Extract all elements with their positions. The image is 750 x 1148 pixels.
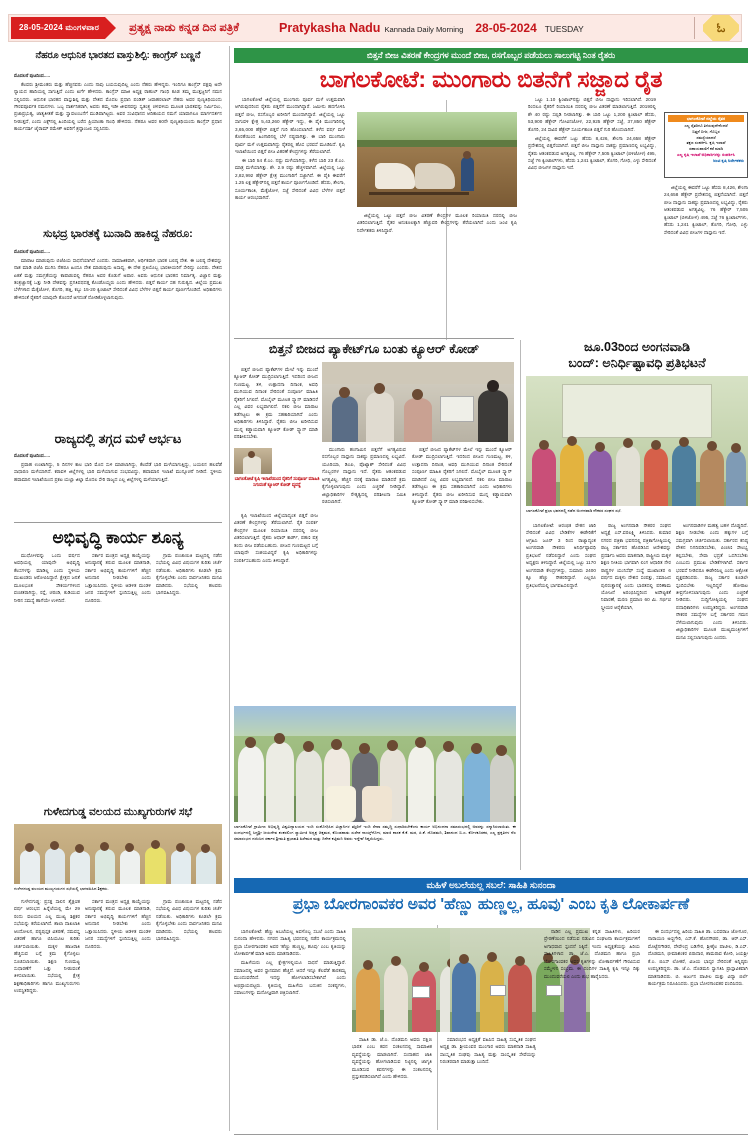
qr-story-inset-photo [234,448,272,474]
lead-paragraph-5: ಜಿಲ್ಲೆಯಲ್ಲಿ ಈವರೆಗೆ ಒಟ್ಟು ಹೆಸರು 8,426, ಶೇಂಗಾ 24,658 ಹೆಕ್ಟೇರ್ ಪ್ರದೇಶದಲ್ಲಿ ಬಿತ್ತನೆಯಾಗಿದೆ. ಬಿತ್ತನೆ ಬೀಜ ದಾಸ್ತಾನು ಸಾಕಷ್ಟು ಪ್ರಮಾಣದಲ್ಲಿ ಲಭ್ಯವಿದ್ದು, ರೈತರು ಆತಂಕಪಡುವ ಅಗತ್ಯವಿಲ್ಲ. 76 ಹೆಕ್ಟೇರ್ 7,505 ಕ್ವಿಂಟಾಲ್ (ಬಿಳಿಜೋಳ) 495, ಸಜ್ಜೆ 76 ಕ್ವಿಂಟಾಲ್‌ಗಳು, ಹೆಸರು 1,241 ಕ್ವಿಂಟಾಲ್, ತೊಗರಿ, ಗೋಧಿ, ಎಳ್ಳು ಸೇರಿದಂತೆ ವಿವಿಧ ಬೀಜಗಳ ದಾಸ್ತಾನು ಇದೆ. [528,135,656,171]
story-4-headline: ಅಭಿವೃದ್ಧಿ ಕಾರ್ಯ ಶೂನ್ಯ [52,528,184,547]
qr-story-text-2: ಮುಂಗಾರು ಹಂಗಾಮಿನ ಬಿತ್ತನೆಗೆ ಅಗತ್ಯವಿರುವ ರಸಗೊಬ್ಬರ ದಾಸ್ತಾನು ಸಾಕಷ್ಟು ಪ್ರಮಾಣದಲ್ಲಿ ಲಭ್ಯವಿದೆ. ಯೂರಿಯಾ, ಡಿಎಪಿ, ಪೊಟ್ಯಾಶ್ ಸೇರಿದಂತೆ ವಿವಿಧ ಗೊಬ್ಬರಗಳ ದಾಸ್ತಾನು ಇದೆ. ರೈತರು ಆತಂಕಪಡುವ ಅಗತ್ಯವಿಲ್ಲ. ಹೆಚ್ಚಿನ ದರಕ್ಕೆ ಮಾರಾಟ ಮಾಡಿದರೆ ಕ್ರಮ ಕೈಗೊಳ್ಳಲಾಗುವುದು ಎಂದು ಎಚ್ಚರಿಕೆ ನೀಡಿದ್ದಾರೆ. ಜಿಲ್ಲಾಧಿಕಾರಿಗಳ ನೇತೃತ್ವದಲ್ಲಿ ಪರಿಶೀಲನಾ ಸಮಿತಿ ರಚಿಸಲಾಗಿದೆ. [322,447,406,505]
qr-story-body-column-3 [412,446,512,712]
lead-paragraph-6: ಜಿಲ್ಲೆಯಲ್ಲಿ ಈವರೆಗೆ ಒಟ್ಟು ಹೆಸರು 8,426, ಶೇಂಗಾ 24,658 ಹೆಕ್ಟೇರ್ ಪ್ರದೇಶದಲ್ಲಿ ಬಿತ್ತನೆಯಾಗಿದೆ. ಬಿತ್ತನೆ ಬೀಜ ದಾಸ್ತಾನು ಸಾಕಷ್ಟು ಪ್ರಮಾಣದಲ್ಲಿ ಲಭ್ಯವಿದ್ದು, ರೈತರು ಆತಂಕಪಡುವ ಅಗತ್ಯವಿಲ್ಲ. 76 ಹೆಕ್ಟೇರ್ 7,505 ಕ್ವಿಂಟಾಲ್ (ಬಿಳಿಜೋಳ) 495, ಸಜ್ಜೆ 76 ಕ್ವಿಂಟಾಲ್‌ಗಳು, ಹೆಸರು 1,241 ಕ್ವಿಂಟಾಲ್, ತೊಗರಿ, ಗೋಧಿ, ಎಳ್ಳು ಸೇರಿದಂತೆ ವಿವಿಧ ಬೀಜಗಳ ದಾಸ್ತಾನು ಇದೆ. [664,185,748,235]
book-text-1b: ಮಹಿಳೆಯರು ಎಲ್ಲ ಕ್ಷೇತ್ರಗಳಲ್ಲಿಯೂ ಸಾಧನೆ ಮಾಡುತ್ತಿದ್ದಾರೆ. ಸಮಾಜದಲ್ಲಿ ಅವರ ಸ್ಥಾನಮಾನ ಹೆಚ್ಚಿದೆ. ಆದರೆ ಇನ್ನೂ ಕೆಲವೆಡೆ ತಾರತಮ್ಯ ಮುಂದುವರೆದಿದೆ. ಇದನ್ನು ಹೋಗಲಾಡಿಸಬೇಕಾಗಿದೆ ಎಂದು ಅಭಿಪ್ರಾಯಪಟ್ಟರು. ಕೃತಿಯಲ್ಲಿ ಮಹಿಳೆಯ ಬದುಕಿನ ಸಂಕಷ್ಟಗಳು, ಸವಾಲುಗಳನ್ನು ಮನೋಜ್ಞವಾಗಿ ಚಿತ್ರಿಸಲಾಗಿದೆ. [234,960,346,995]
book-body-column-3 [440,1036,536,1132]
story-5-photo-caption: ಗುಳೇದಗುಡ್ಡ ವಲಯದ ಮುಖ್ಯಗುರುಗಳ ಸಭೆಯಲ್ಲಿ ಭಾಗವಹಿಸಿದ ಶಿಕ್ಷಕರು. [14,886,109,891]
lead-paragraph-4: ಒಟ್ಟು 1.10 ಕ್ವಿಂಟಾಲ್‌ನಷ್ಟು ಬಿತ್ತನೆ ಬೀಜ ದಾಸ್ತಾನು ಇರಿಸಲಾಗಿದೆ. 2019 ರಿಂದಲೂ ರೈತರಿಗೆ ರಿಯಾಯಿತಿ ದರದಲ್ಲಿ ಬೀಜ ವಿತರಣೆ ಮಾಡಲಾಗುತ್ತಿದೆ. 2019ರಲ್ಲಿ ಶೇ 40 ರಷ್ಟು ಸಬ್ಸಿಡಿ ನೀಡಲಾಗಿತ್ತು. ಈ ಬಾರಿ ಒಟ್ಟು 1,200 ಕ್ವಿಂಟಾಲ್ ಹೆಸರು, 53,900 ಹೆಕ್ಟೇರ್ ಗೋವಿನಜೋಳ, 22,925 ಹೆಕ್ಟೇರ್ ಸಜ್ಜೆ, 37,850 ಹೆಕ್ಟೇರ್ ತೊಗರಿ, 24 ಸಾವಿರ ಹೆಕ್ಟೇರ್ ಸೂರ್ಯಕಾಂತಿ ಬಿತ್ತನೆ ಗುರಿ ಹೊಂದಲಾಗಿದೆ. [528,97,656,132]
notice-strip-title: ಭಾಗಲಕೋಟೆ ಜಿಲ್ಲೆಯ ರೈತರ [668,115,744,122]
lead-body-column-1 [235,96,345,336]
lead-paragraph-3: ಜಿಲ್ಲೆಯಲ್ಲಿ ಒಟ್ಟು ಬಿತ್ತನೆ ಬೀಜ ವಿತರಣೆ ಕೇಂದ್ರಗಳ ಮೂಲಕ ರಿಯಾಯಿತಿ ದರದಲ್ಲಿ ಬೀಜ ವಿತರಿಸಲಾಗುತ್ತಿದೆ. ರೈತರ ಅನುಕೂಲಕ್ಕಾಗಿ ಹೆಚ್ಚುವರಿ ಕೇಂದ್ರಗಳನ್ನು ತೆರೆಯಲಾಗಿದೆ ಎಂದು ಜಂಟಿ ಕೃಷಿ ನಿರ್ದೇಶಕರು ತಿಳಿಸಿದ್ದಾರೆ. [357,213,517,233]
notice-line-4: ತಕ್ಷಣ ಸಂಪರ್ಕಿಸಿ. ಕೃಷಿ ಇಲಾಖೆ [686,140,726,146]
qr-story-top-rule [234,338,514,339]
notice-line-1: ಎಲ್ಲ ರೈತರಿಗೂ ತಿಳಿಸುವುದೇನೆಂದರೆ [684,123,728,128]
qr-story-text-1b: ಕೃಷಿ ಇಲಾಖೆಯಿಂದ ಜಿಲ್ಲೆಯಾದ್ಯಂತ ಬಿತ್ತನೆ ಬೀಜ ವಿತರಣೆ ಕೇಂದ್ರಗಳನ್ನು ತೆರೆಯಲಾಗಿದೆ. ರೈತ ಸಂಪರ್ಕ ಕೇಂದ್ರಗಳ ಮೂಲಕ ರಿಯಾಯಿತಿ ದರದಲ್ಲಿ ಬೀಜ ವಿತರಿಸಲಾಗುತ್ತಿದೆ. ರೈತರು ಆಧಾರ್ ಕಾರ್ಡ್, ಪಹಣಿ ಪತ್ರ ತಂದು ಬೀಜ ಪಡೆಯಬಹುದು. ಬೀಜದ ಗುಣಮಟ್ಟದ ಬಗ್ಗೆ ಯಾವುದೇ ಸಂಶಯವಿದ್ದರೆ ಕೃಷಿ ಅಧಿಕಾರಿಗಳನ್ನು ಸಂಪರ್ಕಿಸಬಹುದು ಎಂದು ತಿಳಿಸಿದ್ದಾರೆ. [234,513,318,563]
story-4-body-column-3 [156,552,222,802]
anganwadi-body-column-2 [601,522,671,862]
anganwadi-headline-line-2: ಬಂದ್: ಅನಿರ್ಧಿಷ್ಟಾವಧಿ ಪ್ರತಿಭಟನೆ [568,356,706,370]
lead-body-column-2 [357,212,517,336]
page-bottom-rule [234,1134,748,1135]
masthead-date-flag: 28-05-2024 ಮಂಗಳವಾರ [11,17,105,39]
notice-line-3: ಸಮಸ್ಯೆಯಾದರೆ [696,134,716,140]
story-3-headline: ರಾಜ್ಯದಲ್ಲಿ ತಗ್ಗದ ಮಳೆ ಆರ್ಭಟ [54,431,182,446]
qr-story-red-tag: ಬಾಗಲಕೋಟೆ ಕೃಷಿ ಇಲಾಖೆಯಿಂದ ರೈತರಿಗೆ ಸಂಪೂರ್ಣ ಮಾಹಿತಿ ಸಿಗುವಂತೆ ಕ್ಯೂಆರ್ ಕೋಡ್ ವ್ಯವಸ್ಥೆ [234,476,320,488]
book-body-column-1 [234,928,346,1128]
lead-paragraph-2: ಈ ಬಾರಿ 54 ಕೆ.ಎಂ. ನಷ್ಟು ಮಳೆಯಾಗಿದ್ದು, ಕಳೆದ ಬಾರಿ 23 ಕೆ.ಎಂ. ಮಾತ್ರ ಮಳೆಯಾಗಿತ್ತು. ಶೇ. 2.9 ರಷ್ಟು ಹೆಚ್ಚಳವಾಗಿದೆ. ಜಿಲ್ಲೆಯಲ್ಲಿ ಒಟ್ಟು 2,82,992 ಹೆಕ್ಟೇರ್ ಕ್ಷೇತ್ರ ಮುಂಗಾರಿಗೆ ಸಜ್ಜಾಗಿದೆ. ಈ ಪೈಕಿ ಈವರೆಗೆ 1.25 ಲಕ್ಷ ಹೆಕ್ಟೇರ್‌ನಲ್ಲಿ ಬಿತ್ತನೆ ಕಾರ್ಯ ಪೂರ್ಣಗೊಂಡಿದೆ. ಹೆಸರು, ಶೇಂಗಾ, ಸೂರ್ಯಕಾಂತಿ, ಮೆಕ್ಕೆಜೋಳ, ಸಜ್ಜೆ ಸೇರಿದಂತೆ ವಿವಿಧ ಬೆಳೆಗಳ ಬಿತ್ತನೆ ಕಾರ್ಯ ಆರಂಭವಾಗಿದೆ. [235,158,345,201]
book-text-3b: ಈ ಸಂದರ್ಭದಲ್ಲಿ ಹಿರಿಯ ಸಾಹಿತಿ ಡಾ. ಬಸವರಾಜ ಜೋಗೂರ, ನಾರಾಯಣ ಅಣ್ಣಿಗೇರಿ, ಎಸ್.ಕೆ. ಹೊನಗೌಡರ, ಡಾ. ಆರ್.ಎಸ್. ಮೊಟ್ಟೆನಗೌಡರ, ದೇವೇಂದ್ರ ಬಡಿಗೇರ, ಶ್ರೀಶೈಲ ಪಾಟೀಲ, ಡಿ.ಎಸ್. ದೊಡಮನಿ, ಭೀಮಾಶಂಕರ ಬಿರಾದಾರ, ಶಾಮರಾವ ಕೋರಿ, ಜಯಶ್ರೀ ಕೆ.ಎ. ಬಿಎಸ್ ಲೋಕರೆ, ವಿಜಯ ಭಾಸ್ಕರ ಸೇರಿದಂತೆ ಅನ್ನಿಷ್ಠರು ಉಪಸ್ಥಿತರಿದ್ದರು. ಡಾ. ಜೆ.ಎ. ದೊಡಮನಿ ಸ್ವಾಗತಿಸಿ ಪ್ರಾಸ್ತಾವಿಕವಾಗಿ ಮಾತನಾಡಿದರು. ಬಿ. ಅರ್ಜುನ ಪಾಟೀಲ ಮತ್ತು ವಿದ್ಯಾ ಬಿರ್ಲೆ ಕಾರ್ಯಕ್ರಮ ನಿರೂಪಿಸಿದರು. ಪ್ರಭಾ ಬೋರಗಾಂವಕರ ವಂದಿಸಿದರು. [648,929,748,987]
qr-story-text-3: ಬಿತ್ತನೆ ಬೀಜದ ಪ್ಯಾಕೆಟ್‌ಗಳ ಮೇಲೆ ಇನ್ನು ಮುಂದೆ ಕ್ಯೂಆರ್ ಕೋಡ್ ಮುದ್ರಿಸಲಾಗುತ್ತಿದೆ. ಇದರಿಂದ ಬೀಜದ ಗುಣಮಟ್ಟ, ತಳಿ, ಉತ್ಪಾದನಾ ದಿನಾಂಕ, ಅವಧಿ ಮುಗಿಯುವ ದಿನಾಂಕ ಸೇರಿದಂತೆ ಸಂಪೂರ್ಣ ಮಾಹಿತಿ ರೈತರಿಗೆ ಸಿಗಲಿದೆ. ಮೊಬೈಲ್ ಮೂಲಕ ಸ್ಕ್ಯಾನ್ ಮಾಡಿದರೆ ಎಲ್ಲ ವಿವರ ಲಭ್ಯವಾಗಲಿದೆ. ನಕಲಿ ಬೀಜ ಮಾರಾಟ ತಡೆಗಟ್ಟಲು ಈ ಕ್ರಮ ಸಹಕಾರಿಯಾಗಿದೆ ಎಂದು ಅಧಿಕಾರಿಗಳು ತಿಳಿಸಿದ್ದಾರೆ. ರೈತರು ಬೀಜ ಖರೀದಿಸುವ ಮುನ್ನ ಕಡ್ಡಾಯವಾಗಿ ಕ್ಯೂಆರ್ ಕೋಡ್ ಸ್ಕ್ಯಾನ್ ಮಾಡಿ ಪರಿಶೀಲಿಸಬೇಕು. [412,447,512,505]
lead-story-banner: ಬಿತ್ತನೆ ಬೀಜ ವಿತರಣೆ ಕೇಂದ್ರಗಳ ಮುಂದೆ ಬೀಜ, ರಸಗೊಬ್ಬರ ಪಡೆಯಲು ಸಾಲುಗಟ್ಟಿ ನಿಂತ ರೈತರು [234,48,748,63]
qr-story-text-1a: ಬಿತ್ತನೆ ಬೀಜದ ಪ್ಯಾಕೆಟ್‌ಗಳ ಮೇಲೆ ಇನ್ನು ಮುಂದೆ ಕ್ಯೂಆರ್ ಕೋಡ್ ಮುದ್ರಿಸಲಾಗುತ್ತಿದೆ. ಇದರಿಂದ ಬೀಜದ ಗುಣಮಟ್ಟ, ತಳಿ, ಉತ್ಪಾದನಾ ದಿನಾಂಕ, ಅವಧಿ ಮುಗಿಯುವ ದಿನಾಂಕ ಸೇರಿದಂತೆ ಸಂಪೂರ್ಣ ಮಾಹಿತಿ ರೈತರಿಗೆ ಸಿಗಲಿದೆ. ಮೊಬೈಲ್ ಮೂಲಕ ಸ್ಕ್ಯಾನ್ ಮಾಡಿದರೆ ಎಲ್ಲ ವಿವರ ಲಭ್ಯವಾಗಲಿದೆ. ನಕಲಿ ಬೀಜ ಮಾರಾಟ ತಡೆಗಟ್ಟಲು ಈ ಕ್ರಮ ಸಹಕಾರಿಯಾಗಿದೆ ಎಂದು ಅಧಿಕಾರಿಗಳು ತಿಳಿಸಿದ್ದಾರೆ. ರೈತರು ಬೀಜ ಖರೀದಿಸುವ ಮುನ್ನ ಕಡ್ಡಾಯವಾಗಿ ಕ್ಯೂಆರ್ ಕೋಡ್ ಸ್ಕ್ಯಾನ್ ಮಾಡಿ ಪರಿಶೀಲಿಸಬೇಕು. [234,367,318,439]
story-3-text: ಪ್ರವಾಹ ಉಂಟಾಗಿದ್ದು, 5 ದಿನಗಳ ಕಾಲ ಭಾರಿ ಮೊದ ಸುಳಿ ಮಾಡಲಾಗಿದ್ದು, ಕೆಲವೆಡೆ ಭಾರಿ ಮಳೆಯಾಗುತ್ತಿದ್ದು, ಬಯಲಿನ ಹಲವೆಡೆ ಸಾಧಾರಣ ಮಳೆಯಾಗಿದೆ. ಕರಾವಳಿ ಜಿಲ್ಲೆಗಳಲ್ಲಿ ಭಾರಿ ಮಳೆಯಾಗುವ ಸಂಭವವಿದ್ದು, ಹವಾಮಾನ ಇಲಾಖೆ ಮುನ್ಸೂಚನೆ ನೀಡಿದೆ. ಸ್ಥಳೀಯ ಹವಾಮಾನ ಇಲಾಖೆಯಿಂದ ಪ್ರಕಟ ಯಲ್ಲಾ ಜಿಲ್ಲಾ ಮೊದಲ ಸೇರಿ ರಾಜ್ಯದ ಎಲ್ಲ ಜಿಲ್ಲೆಗಳಲ್ಲಿ ಮಳೆಯಾಗುತ್ತಿದೆ. [14,461,222,482]
masthead-english-block [279,21,584,35]
column-rule-3 [520,340,521,870]
story-1-continuation: ಮೊದಲನೆ ಪುಟದಿಂದ..... [14,73,51,78]
story-5-body-column-2 [85,898,151,1134]
masthead-english-date: 28-05-2024 [475,21,537,35]
notice-signature: ಜಂಟಿ ಕೃಷಿ ನಿರ್ದೇಶಕರು [713,157,744,163]
book-text-2: ಸಾಹಿತಿ ಡಾ. ಜೆ.ಎ. ದೊಡಮನಿ ಅವರು ದಕ್ಷಿಣ ಭಾರತ ಎಂಬ ಕವನ ಸಂಕಲನದಲ್ಲಿ ಸಾಮಾಜಿಕ ವ್ಯವಸ್ಥೆಯನ್ನು ಮಾಡಲಾಗಿದೆ. ಸಂದಾಹದ ಜಾತಿ ವ್ಯವಸ್ಥೆಯನ್ನು ಹೋಗಲಾಡಿಸುವ ನಿಟ್ಟಿನಲ್ಲಿ ಜಾಗೃತಿ ಮೂಡಿಸುವ ಕವನಗಳನ್ನು ಈ ಸಂಕಲನದಲ್ಲಿ ಪ್ರಸ್ತುತಪಡಿಸಲಾಗಿದೆ ಎಂದು ಹೇಳಿದರು. [352,1037,432,1080]
book-body-column-2 [352,1036,432,1132]
story-4-text-2: ಸರ್ಕಾರ ಮಂತ್ರದ ಅಧ್ಯಕ್ಷ ಕಾಯ್ದೆಯನ್ನು ಅನುಷ್ಠಾನಕ್ಕೆ ತರುವ ಮೂಲಕ ಮಾತನಾಡಿ, ಸರ್ಕಾರ ಅಭಿವೃದ್ಧಿ ಕಾರ್ಯಗಳಿಗೆ ಹೆಚ್ಚಿನ ಅನುದಾನ ನೀಡಬೇಕು ಎಂದು ಒತ್ತಾಯಿಸಿದರು. ಸ್ಥಳೀಯ ಆಡಳಿತ ಮಂಡಳಿ ಜನರ ಸಮಸ್ಯೆಗಳಿಗೆ ಸ್ಪಂದಿಸುತ್ತಿಲ್ಲ ಎಂದು ದೂರಿದರು. [85,553,151,603]
anganwadi-body-column-3 [676,522,748,862]
publication-logo-icon: ಓ [703,15,739,41]
book-body-column-5 [648,928,748,1132]
story-5-body-column-3 [156,898,222,1134]
book-text-2b: ಸಮಾರಂಭದ ಅಧ್ಯಕ್ಷತೆ ವಹಿಸಿದ ಸಾಹಿತ್ಯ ಸಂಸ್ಕೃತಿಕ ಸಂಘದ ಅಧ್ಯಕ್ಷ ಡಾ. ಶ್ರೀಯಂವರ ಮುಂಗಾರ ಅವರು ಮಾತನಾಡಿ ಸಾಹಿತ್ಯ ಸಾಂಸ್ಕೃತಿಕ ಸಂಘವು ಸಾಹಿತ್ಯ ಮತ್ತು ಸಾಂಸ್ಕೃತಿಕ ಸೇವೆಯನ್ನು ನಿರಂತರವಾಗಿ ಮಾಡುತ್ತಾ ಬಂದಿದೆ. [440,1037,536,1065]
story-4-body-column-2 [85,552,151,802]
story-2-continuation: ಮೊದಲನೆ ಪುಟದಿಂದ..... [14,249,51,254]
anganwadi-headline-line-1: ಜೂ.03ರಿಂದ ಅಂಗನವಾಡಿ [583,340,691,354]
qr-story-body-column-1a [234,366,318,446]
anganwadi-text-3: ಅಂಗನವಾಡಿಗಳ ಮಹತ್ವ ಬಹಳ ದೊಡ್ಡದಿದೆ. ಶಿಕ್ಷಣ ನೀಡಬೇಕು ಎಂದು ಹಕ್ಕುಗಳ ಬಗ್ಗೆ ಸಮಗ್ರವಾಗಿ ಚರ್ಚಿಸಲಾಯಿತು. ಸರ್ಕಾರದ ಕನಿಷ್ಠ ವೇತನ ನಿಗದಿಪಡಿಸಬೇಕು, ಪಿಂಚಣಿ ಸೌಲಭ್ಯ ಕಲ್ಪಿಸಬೇಕು, ಸೇವಾ ಭದ್ರತೆ ಒದಗಿಸಬೇಕು ಎಂಬುದು ಪ್ರಮುಖ ಬೇಡಿಕೆಗಳಾಗಿವೆ. ಸರ್ಕಾರ ಭರವಸೆ ನೀಡಿದರೂ ಈಡೇರಿಸಿಲ್ಲ ಎಂದು ಆಕ್ರೋಶ ವ್ಯಕ್ತಪಡಿಸಿದರು. ರಾಜ್ಯ ಸರ್ಕಾರ ಕೂಡಲೇ ಸ್ಪಂದಿಸಬೇಕು ಇಲ್ಲದಿದ್ದರೆ ಹೋರಾಟ ತೀವ್ರಗೊಳಿಸಲಾಗುವುದು ಎಂದು ಎಚ್ಚರಿಕೆ ನೀಡಿದರು. ಸುದ್ದಿಗೋಷ್ಠಿಯಲ್ಲಿ ಸಂಘದ ಪದಾಧಿಕಾರಿಗಳು ಉಪಸ್ಥಿತರಿದ್ದರು. ಅಂಗನವಾಡಿ ನೌಕರರ ಸಮಸ್ಯೆಗಳ ಬಗ್ಗೆ ಸರ್ಕಾರದ ಗಮನ ಸೆಳೆಯಲಾಗುವುದು ಎಂದು ತಿಳಿಸಿದರು. ಜಿಲ್ಲಾಧಿಕಾರಿಗಳ ಮೂಲಕ ಮುಖ್ಯಮಂತ್ರಿಗಳಿಗೆ ಮನವಿ ಸಲ್ಲಿಸಲಾಗುವುದು ಎಂದರು. [676,523,748,640]
anganwadi-photo [526,376,748,506]
story-5-headline: ಗುಳೇದಗುಡ್ಡ ವಲಯದ ಮುಖ್ಯಗುರುಗಳ ಸಭೆ [43,806,193,818]
story-4-text-3: ಗ್ರಾಮ ಪಂಚಾಯಿತಿ ಮಟ್ಟದಲ್ಲಿ ನಡೆದ ಸಭೆಯಲ್ಲಿ ವಿವಿಧ ವಿಷಯಗಳ ಕುರಿತು ಚರ್ಚೆ ನಡೆಯಿತು. ಅಧಿಕಾರಿಗಳು ಕೂಡಲೇ ಕ್ರಮ ಕೈಗೊಳ್ಳಬೇಕು ಎಂದು ಸಾರ್ವಜನಿಕರು ಮನವಿ ಮಾಡಿದರು. ಸಭೆಯಲ್ಲಿ ಹಲವರು ಭಾಗವಹಿಸಿದ್ದರು. [156,553,222,596]
lead-body-column-3 [528,96,656,336]
notice-line-5: ಸಹಾಯವಾಣಿಗೆ ಕರೆ ಮಾಡಿ [689,146,723,152]
anganwadi-text-2: ರಾಜ್ಯ ಅಂಗನವಾಡಿ ನೌಕರರ ಸಂಘದ ಅಧ್ಯಕ್ಷೆ ಎಸ್.ವರಲಕ್ಷ್ಮಿ ತಿಳಿಸಿದರು. ಕುಮಾರ ನಗರದ ಪತ್ರಿಕಾ ಭವನದಲ್ಲಿ ಪತ್ರಿಕಾಗೋಷ್ಠಿಯಲ್ಲಿ ರಾಜ್ಯ ಸರ್ಕಾರದ ಹೊರಡಿಸಿದ ಆದೇಶವನ್ನು ಪ್ರದರ್ಶಿಸಿ ಅವರು ಮಾತನಾಡಿ, ರಾಷ್ಟ್ರೀಯ ಮಕ್ಕಳ ಶಿಕ್ಷಣ ನೀತಿಯ ಭಾಗವಾಗಿ ಲಿಂಗ ಆಧಾರಿತ ನೇರ ರಾಷ್ಟ್ರಗಳ ಯುನಿಸೆಫ್ ಸಂಸ್ಥೆ ಮುಖಾಂತರ 6 ವರ್ಷದ ಮಕ್ಕಳು ದೇಶದ ಸಂಪತ್ತು, ಸಮಾಜದ ಪುನರುತ್ಥಾನಕ್ಕೆ ಎಂದು ಭಾರತದಲ್ಲಿ ಪರಿಣಾಮ ಯೋಜನೆ ಅರಂಭಿಸಿದ್ದರಿಂದ ಅಪೌಷ್ಟಿಕತೆ ನಿವಾರಣೆ, ಮರಣ ಪ್ರಮಾಣ 60 ಮಿ. ಗರ್ಭಿಣಿ ಸ್ತ್ರೀಯರ ಆರೈಕೆಯಾಗಿ, [601,523,671,610]
anganwadi-body-column-1 [526,522,596,862]
book-text-1: ಬಾಗಲಕೋಟೆ: ಹೆಣ್ಣು ಅಬಲೆಯಲ್ಲ ಅವಳೊಬ್ಬ ಸಬಲೆ ಎಂದು ಸಾಹಿತಿ ಸುನಂದಾ ಹೇಳಿದರು. ನಗರದ ಸಾಹಿತ್ಯ ಭವನದಲ್ಲಿ ನಡೆದ ಕಾರ್ಯಕ್ರಮದಲ್ಲಿ ಪ್ರಭಾ ಬೋರಗಾಂವಕರ ಅವರ 'ಹೆಣ್ಣು ಹುಣ್ಣಲ್ಲ, ಹೂವು' ಎಂಬ ಕೃತಿಯನ್ನು ಲೋಕಾರ್ಪಣೆ ಮಾಡಿ ಅವರು ಮಾತನಾಡಿದರು. [234,929,346,957]
masthead-kannada-title: ಪ್ರತ್ಯಕ್ಷ ನಾಡು ಕನ್ನಡ ದಿನ ಪತ್ರಿಕೆ [129,21,239,34]
column-rule-1 [229,46,230,1131]
anganwadi-photo-caption: ಬಾಗಲಕೋಟೆ ಪ್ರಭಾ ಭವನದಲ್ಲಿ ನಡೆದ ಅಂಗನವಾಡಿ ನೌಕರರ ಸಂಘದ ಸಭೆ. [526,508,622,513]
lead-paragraph-1: ಬಾಗಲಕೋಟೆ ಜಿಲ್ಲೆಯಲ್ಲಿ ಮುಂಗಾರು ಪೂರ್ವ ಮಳೆ ಉತ್ತಮವಾಗಿ ಆಗಿರುವುದರಿಂದ ರೈತರು ಬಿತ್ತನೆಗೆ ಮುಂದಾಗಿದ್ದಾರೆ. ಜಮೀನು ಹದಗೊಳಿಸಿ ಬಿತ್ತನೆ ಬೀಜ, ರಸಗೊಬ್ಬರ ಖರೀದಿಗೆ ಮುಂದಾಗಿದ್ದಾರೆ. ಜಿಲ್ಲೆಯಲ್ಲಿ ಒಟ್ಟು ಸಾಗುವಳಿ ಕ್ಷೇತ್ರ 5,43,260 ಹೆಕ್ಟೇರ್ ಇದ್ದು, ಈ ಪೈಕಿ ಮುಂಗಾರಿನಲ್ಲಿ 3,65,000 ಹೆಕ್ಟೇರ್ ಬಿತ್ತನೆ ಗುರಿ ಹೊಂದಲಾಗಿದೆ. ಕಳೆದ ವರ್ಷ ಮಳೆ ಕೊರತೆಯಿಂದ ಹಿಂಗಾರಿನಲ್ಲಿ ಬೆಳೆ ನಷ್ಟವಾಗಿತ್ತು. ಈ ಬಾರಿ ಮುಂಗಾರು ಪೂರ್ವ ಮಳೆ ಉತ್ತಮವಾಗಿದ್ದು ರೈತರಲ್ಲಿ ಹೊಸ ಭರವಸೆ ಮೂಡಿಸಿದೆ. ಕೃಷಿ ಇಲಾಖೆಯಿಂದ ಬಿತ್ತನೆ ಬೀಜ ವಿತರಣೆ ಕೇಂದ್ರಗಳನ್ನು ತೆರೆಯಲಾಗಿದೆ. [235,97,345,155]
story-5-text-3: ಗ್ರಾಮ ಪಂಚಾಯಿತಿ ಮಟ್ಟದಲ್ಲಿ ನಡೆದ ಸಭೆಯಲ್ಲಿ ವಿವಿಧ ವಿಷಯಗಳ ಕುರಿತು ಚರ್ಚೆ ನಡೆಯಿತು. ಅಧಿಕಾರಿಗಳು ಕೂಡಲೇ ಕ್ರಮ ಕೈಗೊಳ್ಳಬೇಕು ಎಂದು ಸಾರ್ವಜನಿಕರು ಮನವಿ ಮಾಡಿದರು. ಸಭೆಯಲ್ಲಿ ಹಲವರು ಭಾಗವಹಿಸಿದ್ದರು. [156,899,222,942]
story-3-continuation: ಮೊದಲನೆ ಪುಟದಿಂದ..... [14,453,51,458]
story-1-body [14,72,222,220]
story-4-text-1: ಮುಧೋಳವನ್ನು ಒಂದು ವರ್ಷದ ಅವಧಿಯಲ್ಲಿ ಯಾವುದೇ ಅಭಿವೃದ್ಧಿ ಕೆಲಸಗಳನ್ನು ಮಾಡಿಲ್ಲ ಎಂದು ಸ್ಥಳೀಯ ಮುಖಂಡರು ಆರೋಪಿಸಿದ್ದಾರೆ. ಕ್ಷೇತ್ರದ ಜನತೆ ಮೂಲಭೂತ ಸೌಕರ್ಯಗಳಿಂದ ವಂಚಿತರಾಗಿದ್ದು, ರಸ್ತೆ, ಚರಂಡಿ, ಕುಡಿಯುವ ನೀರಿನ ಸಮಸ್ಯೆ ಹಾಗೆಯೇ ಉಳಿದಿದೆ. [14,553,80,603]
lead-body-column-4 [664,184,748,336]
book-text-3: ನಾಡಿನ ಎಲ್ಲ ಪ್ರಮುಖ ಕನ್ನಡ ಸಾಹಿತಿಗಳು, ಹಿರಿಯರ ಪ್ರೇರಣೆಯಿಂದ ನಡೆಸುವ ನಡುವಿನ ಸಂಘಟನಾ ಕಾರ್ಯಕ್ರಮಗಳಿಗೆ ಅಗಾಧವಾದ ಸ್ಪಂದನೆ ಸಿಕ್ಕಿದೆ. ಇಂದು ಅಧ್ಯಕ್ಷತೆಯನ್ನು ಹಿರಿಯ ಸಾಹಿತಿಗಳಾದ ಡಾ. ಜೆ.ಎ. ದೊಡಮನಿ ಹಾಗೂ ಪ್ರಭಾ ಬೋರಗಾಂವಕರ ಅವರ ಕೃತಿಗಳನ್ನು ಲೋಕಾರ್ಪಣೆಗೆ ಗೌರವಿಸುವ ಸಮ್ಮೇಳನ ಸಂಭ್ರಮ. ಈ ದಂದಿಗಳ ಸಾಹಿತ್ಯ ಕೃಷಿ ಇನ್ನೂ ದಿಕ್ಕು ಮುಂದುವರೆಯಲಿ ಎಂದು ಶುಭ ಹಾರೈಸಿದರು. [544,929,640,979]
story-2-text: ಮಾರಾಟ ಮಾಡುವುದು ಬಿಜೆಪಿಯ ಸಾಧನೆಯಾಗಿದೆ ಎಂದರು. ಸಾಮಾಜಿಕವಾಗಿ, ಆರ್ಥಿಕವಾಗಿ ಭಾರತ ಬಲಿಷ್ಠ ದೇಶ. ಈ ಬಲಿಷ್ಠ ದೇಶವನ್ನು ನಾಶ ಮಾಡಿ ಬಿಜೆಪಿ ಮುಗಿಸಿ ನೆಹರೂ ಹಿಂದೂ ದೇಶ ಮಾಡುವುದು ಅಸಾಧ್ಯ, ಈ ದೇಶ ಪ್ರತಿಯೊಬ್ಬ ಭಾರತೀಯರಿಗೆ ಸೇರಿದ್ದು ಎಂದರು. ದೇಶದ ಏಕತೆ ಮತ್ತು ಸಮಗ್ರತೆಯನ್ನು ಕಾಪಾಡುವಲ್ಲಿ ನೆಹರೂ ಅವರ ಕೊಡುಗೆ ಅಪಾರ. ಅವರು ಆಧುನಿಕ ಭಾರತದ ನಿರ್ಮಾತೃ. ವಿಜ್ಞಾನ ಮತ್ತು ತಂತ್ರಜ್ಞಾನಕ್ಕೆ ಒತ್ತು ನೀಡಿ ದೇಶವನ್ನು ಪ್ರಗತಿಪಥದತ್ತ ಕೊಂಡೊಯ್ದರು ಎಂದು ಹೇಳಿದರು. ಬಿತ್ತನೆ ಕಾರ್ಯ ಸಹ ಗುರುತ್ವದ. ಜಿಲ್ಲೆಯ ಪ್ರಮುಖ ಬೆಳೆಗಳಾದ ಮೆಕ್ಕೆಜೋಳ, ತೊಗರಿ, ಹತ್ತಿ, ಕಬ್ಬು 15-20 ಕ್ವಿಂಟಾಲ್ ಸೇರಿದಂತೆ ವಿವಿಧ ಬೆಳೆಗಳ ಬಿತ್ತನೆ ಕಾರ್ಯ ಪೂರ್ಣಗೊಂಡಿದೆ. ಅಧಿಕಾರಿಗಳು ಹೇಳಿದಂತೆ ರೈತರಿಗೆ ಯಾವುದೇ ತೊಂದರೆ ಆಗದಂತೆ ನೋಡಿಕೊಳ್ಳಲಾಗುವುದು. [14,257,222,300]
story-5-text-1: ಗುಳೇದಗುಡ್ಡ: ಪ್ರಸಕ್ತ ಸಾಲಿನ ಶೈಕ್ಷಣಿಕ ವರ್ಷ ಆರಂಭದ ಹಿನ್ನೆಲೆಯಲ್ಲಿ ಮೇ 29 ರಂದು ವಲಯದ ಎಲ್ಲ ಮುಖ್ಯ ಶಿಕ್ಷಕರ ಸಭೆಯನ್ನು ಕರೆಯಲಾಗಿದೆ. ಶಾಲಾ ದಾಖಲಾತಿ ಆಂದೋಲನ, ಪಠ್ಯಪುಸ್ತಕ ವಿತರಣೆ, ಸಮವಸ್ತ್ರ ವಿತರಣೆ ಹಾಗೂ ಬಿಸಿಯೂಟ ಕುರಿತು ಚರ್ಚಿಸಲಾಯಿತು. ಮಕ್ಕಳ ಹಾಜರಾತಿ ಹೆಚ್ಚಿಸುವ ಬಗ್ಗೆ ಕ್ರಮ ಕೈಗೊಳ್ಳಲು ಸೂಚಿಸಲಾಯಿತು. ಶಿಕ್ಷಣ ಗುಣಮಟ್ಟ ಸುಧಾರಣೆಗೆ ಒತ್ತು ನೀಡುವಂತೆ ತಿಳಿಸಲಾಯಿತು. ಸಭೆಯಲ್ಲಿ ಕ್ಷೇತ್ರ ಶಿಕ್ಷಣಾಧಿಕಾರಿಗಳು ಹಾಗೂ ಮುಖ್ಯಗುರುಗಳು ಉಪಸ್ಥಿತರಿದ್ದರು. [14,899,80,994]
anganwadi-text-1: ಬಾಗಲಕೋಟೆ: ಆರಂಭಿಕ ವೇತನ ಜಾರಿ ಸೇರಿದಂತೆ ವಿವಿಧ ಬೇಡಿಕೆಗಳ ಈಡೇರಿಕೆಗೆ ಆಗ್ರಹಿಸಿ ಜೂನ್ 3 ರಿಂದ ರಾಜ್ಯಾದ್ಯಂತ ಅಂಗನವಾಡಿ ನೌಕರರು ಅನಿರ್ಧಿಷ್ಟಾವಧಿ ಪ್ರತಿಭಟನೆ ನಡೆಸಲಿದ್ದಾರೆ ಎಂದು ಸಂಘದ ಅಧ್ಯಕ್ಷರು ತಿಳಿಸಿದ್ದಾರೆ. ಜಿಲ್ಲೆಯಲ್ಲಿ ಒಟ್ಟು 1170 ಅಂಗನವಾಡಿ ಕೇಂದ್ರಗಳಿದ್ದು, ಸುಮಾರು 2400 ಕ್ಕೂ ಹೆಚ್ಚು ನೌಕರರಿದ್ದಾರೆ. ಎಲ್ಲರೂ ಪ್ರತಿಭಟನೆಯಲ್ಲಿ ಭಾಗವಹಿಸಲಿದ್ದಾರೆ. [526,523,596,588]
masthead [8,14,742,42]
masthead-english-name: Pratykasha Nadu [279,21,381,35]
masthead-weekday: TUESDAY [544,24,584,34]
story-divider-1 [14,522,222,523]
masthead-english-subtitle: Kannada Daily Morning [384,25,464,34]
story-2-body [14,248,222,413]
story-2-headline: ಸುಭದ್ರ ಭಾರತಕ್ಕೆ ಬುನಾದಿ ಹಾಕಿದ್ದ ನೆಹರೂ: [43,228,193,240]
qr-story-body-column-1b [234,512,318,712]
story-4-body-column-1 [14,552,80,802]
story-5-text-2: ಸರ್ಕಾರ ಮಂತ್ರದ ಅಧ್ಯಕ್ಷ ಕಾಯ್ದೆಯನ್ನು ಅನುಷ್ಠಾನಕ್ಕೆ ತರುವ ಮೂಲಕ ಮಾತನಾಡಿ, ಸರ್ಕಾರ ಅಭಿವೃದ್ಧಿ ಕಾರ್ಯಗಳಿಗೆ ಹೆಚ್ಚಿನ ಅನುದಾನ ನೀಡಬೇಕು ಎಂದು ಒತ್ತಾಯಿಸಿದರು. ಸ್ಥಳೀಯ ಆಡಳಿತ ಮಂಡಳಿ ಜನರ ಸಮಸ್ಯೆಗಳಿಗೆ ಸ್ಪಂದಿಸುತ್ತಿಲ್ಲ ಎಂದು ದೂರಿದರು. [85,899,151,949]
qr-story-body-column-2 [322,446,406,712]
story-1-text: ಕೆಲವರು ಶ್ರೀಮಂತರು ಮತ್ತು ಹೆಚ್ಚಿನವರು ಎಂದು ನಾವು ಬಯಸುವುದಿಲ್ಲ ಎಂದು ನೆಹರು ಹೇಳಿದ್ದರು. ಇಂದಿಗೂ ಕಾಂಗ್ರೆಸ್ ಪಕ್ಷವು ಅದೇ ನ್ಯಾಯದ ಹಾದಿಯಲ್ಲಿ ಸಾಗುತ್ತಿದೆ ಎಂದು ಖರ್ಗೆ ಹೇಳಿದರು. ಕಾಂಗ್ರೆಸ್ ಮಾಜಿ ಅಧ್ಯಕ್ಷ ರಾಹುಲ್ ಗಾಂಧಿ ಕೂಡ ತಮ್ಮ ಮುತ್ತಜ್ಜನಿಗೆ ನಮನ ಸಲ್ಲಿಸಿದರು. ಆಧುನಿಕ ಭಾರತದ ವಾಸ್ತುಶಿಲ್ಪಿ ಮತ್ತು ದೇಶದ ಮೊದಲ ಪ್ರಧಾನಿ ಪಂಡಿತ್ ಜವಾಹರಲಾಲ್ ನೆಹರು ಅವರ ಪುಣ್ಯತಿಥಿಯಂದು ಗೌರವಪೂರ್ವಕ ನಮನಗಳು. ಒಬ್ಬ ದಾರ್ಶನಿಕರಾಗಿ, ಅವರು ತಮ್ಮ ಇಡೀ ಜೀವನವನ್ನು ಸ್ವತಂತ್ರ್ಯ ಚಳವಳಿಯ ಮೂಲಕ ಭಾರತವನ್ನು ನಿರ್ಮಿಸಲು, ಪ್ರಜಾಪ್ರಭುತ್ವ, ಜಾತ್ಯತೀತತೆ ಮತ್ತು ಸ್ವಾವಲಂಬನೆಗೆ ಮುಡಿಪಾಗಿಟ್ಟರು. ಅವರ ಸಂವಿಧಾನದ ಆದಿಕಾಯದ ನಮಗೆ ಯಾವಾಗಲೂ ಮಾರ್ಗದರ್ಶನ ನೀಡುತ್ತದೆ, ಎಂದು ಎಕ್ಸ್‌ನಲ್ಲಿ ಹಿಂದಿಯಲ್ಲಿ ಬರೆದ ಪ್ರಿಯಾಂಕಾ ಗಾಂಧಿ ಹೇಳಿದರು. ನೆಹರೂ ಅವರ 60ನೇ ಪುಣ್ಯತಿಥಿಯಂದು ಕಾಂಗ್ರೆಸ್ ಪ್ರಧಾನ ಕಾರ್ಯದರ್ಶಿ ಜೈರಾಮ್ ರಮೇಶ್ ಅವರಿಗೆ ಶ್ರದ್ಧಾಂಜಲಿ ಸಲ್ಲಿಸಿದರು. [14,81,222,132]
story-5-photo [14,824,222,884]
story-3-body [14,452,222,514]
masthead-divider [694,17,695,39]
qr-story-photo [322,362,514,442]
lead-story-headline: ಬಾಗಲಕೋಟೆ: ಮುಂಗಾರು ಬಿತನೆಗೆ ಸಜ್ಜಾದ ರೈತ [319,66,663,92]
felicitation-photo-caption: ಬಾಗಲಕೋಟೆ ಗ್ರಾಮೀಣ ಅಭಿವೃದ್ಧಿ ವಿಶ್ವವಿದ್ಯಾಲಯದ ಇಂದಿ ಸಂಶೋಧಿಸಿದ ವಿಜ್ಞಾನಿಗಳ ತಜ್ಞರಿಗೆ ಇಂದಿ ಸೇವಾ ಸಮೃದ್ಧಿ ಸುಧಾರಿಸಬೇಕೆಂದು ಕಾರ್ಯ ಅಭಿನಂದನಾ ಸಮಾರಂಭದಲ್ಲಿ ಅವರನ್ನು ಸನ್ಮಾನಿಸಲಾಯಿತು. ಈ ಸಂದರ್ಭದಲ್ಲಿ ಸಿದ್ಧಶ್ರೀ ಜಯದೇವ ಶಂಕರಲಿಂಗ ಸ್ವಾಮೀಜಿ ಅಧ್ಯಕ್ಷ ಚಿಕ್ಕಮಠ, ಕೊಂಡಪಾಡು ಸುರೇಶ ನಾಯ್ಕ್‌ಗೋಳ, ಮಾಜಿ ಶಾಸಕ ಕೆ.ಕೆ. ಮಠ, ಪಿ.ಕೆ. ದೊಡಮನಿ, ಶಿವಾನಂದ ಬಿ.ಎ. ಕೋಳಕೂರಕರ, ಎಲ್ಲ ಪ್ರಕೃತಿಗಳ ನೆಲ ಸಮಾರಂಭದ ದಯಿಸಿದ ಸರ್ಕಾರ ಶ್ರೀಮತಿ ಪ್ರಭಾವತಿ ಹಿರೇಮಠ ಮತ್ತು ದಿನೇಶ ಕಟ್ಟಿಮನಿ ಅವರು ಇದ್ದೇವೆ ನಿಶ್ಚಯಿಸಿದ್ದರು. [234,824,516,842]
book-launch-headline: ಪ್ರಭಾ ಬೋರಗಾಂವಕರ ಅವರ 'ಹೆಣ್ಣು ಹುಣ್ಣಲ್ಲ, ಹೂವು' ಎಂಬ ಕೃತಿ ಲೋಕಾರ್ಪಣೆ [292,896,690,913]
story-5-body-column-1 [14,898,80,1134]
notice-line-2: ಬಿತ್ತನೆ ಬೀಜ, ಗೊಬ್ಬರ [692,128,720,134]
agriculture-notice-box [664,112,748,178]
notice-pink-text: ಎಲ್ಲ ಕೃಷಿ ಇಲಾಖೆ ಅಧಿಕಾರಿಗಳನ್ನು ಸಂಪರ್ಕಿಸಿ [677,151,735,157]
lead-story-photo [357,112,517,207]
qr-story-headline: ಬಿತ್ತನೆ ಬೀಜದ ಪ್ಯಾಕೇಟ್‌ಗೂ ಬಂತು ಕ್ಯೂಆರ್ ಕೋಡ್ [268,342,480,356]
story-1-headline: ನೆಹರೂ ಆಧುನಿಕ ಭಾರತದ ವಾಸ್ತುಶಿಲ್ಪಿ: ಕಾಂಗ್ರೆಸ್ ಬಣ್ಣನೆ [35,49,201,60]
book-launch-banner: ಮಹಿಳೆ ಅಬಲೆಯಲ್ಲ ಸಬಲೆ: ಸಾಹಿತಿ ಸುನಂದಾ [234,878,748,893]
felicitation-photo [234,706,516,822]
book-body-column-4 [544,928,640,1132]
